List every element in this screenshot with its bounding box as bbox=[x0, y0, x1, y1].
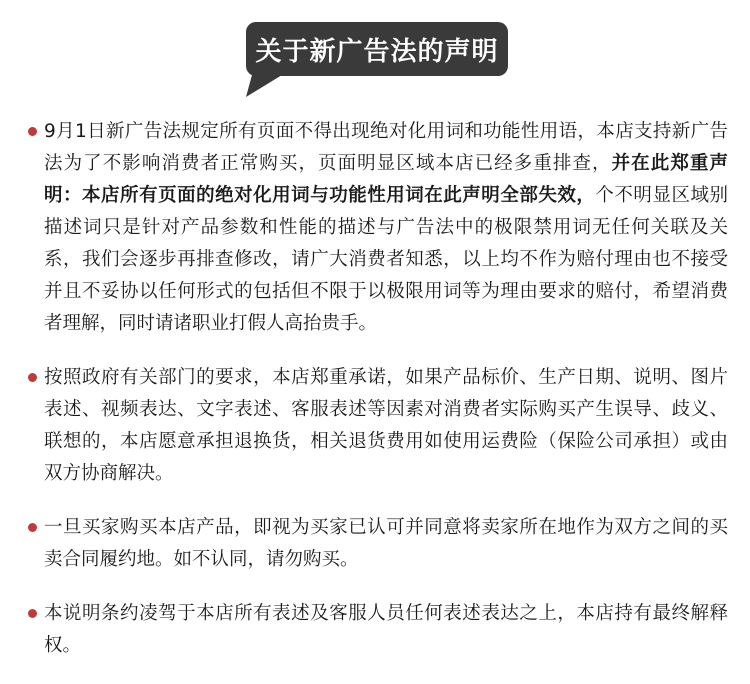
statement-text: 一旦买家购买本店产品，即视为买家已认可并同意将卖家所在地作为双方之间的买卖合同履约地。如不认同，请勿购买。 bbox=[44, 517, 728, 570]
statement-text: 9月1日新广告法规定所有页面不得出现绝对化用词和功能性用语，本店支持新广告法为了不影响消费者正常购买，页面明显区域本店已经多重排查， bbox=[44, 121, 728, 174]
statement-item bbox=[28, 116, 728, 340]
bullet-dot-icon bbox=[28, 127, 37, 136]
statement-text: 个不明显区域别描述词只是针对产品参数和性能的描述与广告法中的极限禁用词无任何关联及关系，我们会逐步再排查修改，请广大消费者知悉，以上均不作为赔付理由也不接受并且不妥协以任何形式的包括但不限于以极限用词等为理由要求的赔付，希望消费者理解，同时请诸职业打假人高抬贵手。 bbox=[44, 185, 728, 334]
statement-text: 按照政府有关部门的要求，本店郑重承诺，如果产品标价、生产日期、说明、图片表述、视频表达、文字表述、客服表述等因素对消费者实际购买产生误导、歧义、联想的，本店愿意承担退换货，相关退货费用如使用运费险（保险公司承担）或由双方协商解决。 bbox=[44, 367, 728, 484]
bullet-dot-icon bbox=[28, 373, 37, 382]
statement-item bbox=[28, 512, 728, 576]
statement-item bbox=[28, 598, 728, 662]
page-title: 关于新广告法的声明 bbox=[255, 36, 499, 67]
statement-item bbox=[28, 362, 728, 490]
bullet-dot-icon bbox=[28, 609, 37, 618]
title-banner bbox=[246, 22, 508, 96]
statement-bold-text: 并在此郑重声明：本店所有页面的绝对化用词与功能性用词在此声明全部失效， bbox=[44, 153, 728, 206]
bullet-dot-icon bbox=[28, 523, 37, 532]
statement-text: 本说明条约凌驾于本店所有表述及客服人员任何表述表达之上，本店持有最终解释权。 bbox=[44, 603, 728, 656]
speech-bubble-tail bbox=[246, 75, 282, 97]
title-bubble bbox=[246, 22, 508, 76]
statement-list bbox=[28, 116, 728, 684]
